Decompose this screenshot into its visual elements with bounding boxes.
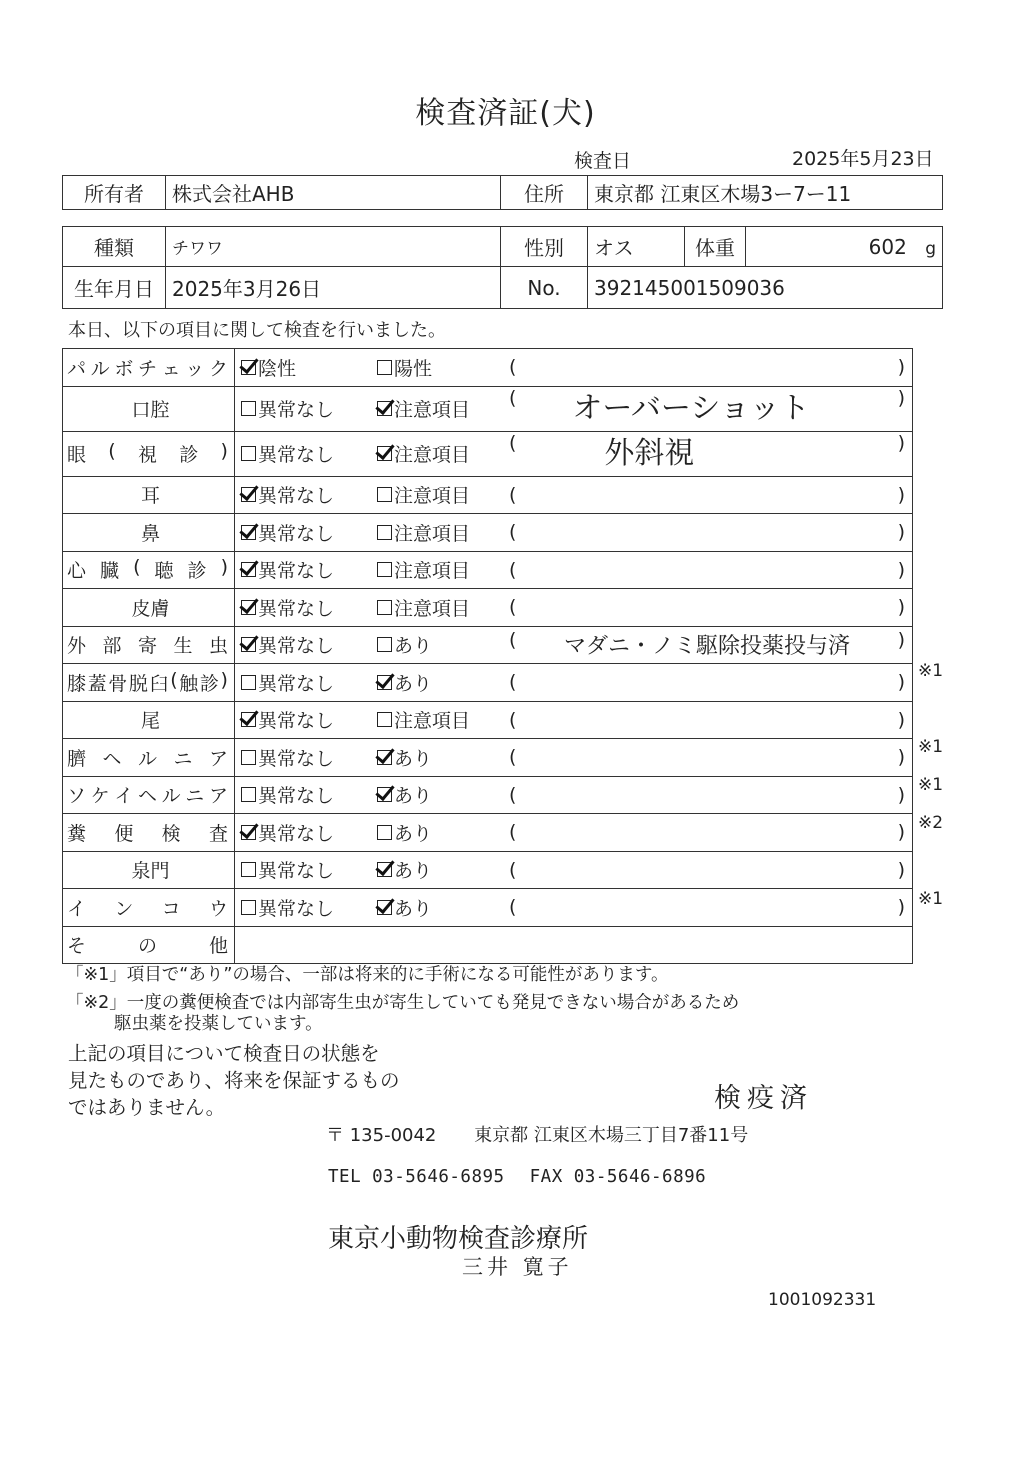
row-note: ※1 — [918, 737, 944, 757]
checklist-item-label: 耳 — [140, 485, 160, 508]
weight-value: 602 — [868, 234, 907, 259]
open-paren: ( — [509, 896, 517, 919]
remark-text: オーバーショット — [572, 390, 810, 426]
option-label: 注意項目 — [394, 597, 471, 620]
sex-label: 性別 — [501, 227, 588, 267]
option-label: 異常なし — [258, 399, 335, 421]
option — [235, 440, 334, 467]
close-paren: ) — [897, 746, 905, 769]
remark-text — [516, 784, 897, 806]
option — [371, 556, 470, 583]
owner-table — [62, 175, 943, 210]
remark-parens — [505, 596, 909, 618]
open-paren: ( — [509, 821, 517, 844]
option — [371, 894, 432, 921]
checklist-item-cell — [63, 851, 235, 889]
remark-text — [516, 709, 897, 731]
close-paren: ) — [897, 783, 905, 806]
weight-unit: g — [925, 238, 936, 259]
option — [235, 669, 334, 696]
checklist-row — [63, 664, 913, 702]
open-paren: ( — [509, 671, 517, 694]
option-label: あり — [394, 635, 433, 658]
weight-cell — [746, 227, 943, 267]
close-paren: ) — [897, 671, 905, 694]
option — [235, 481, 334, 508]
checklist-item-cell — [63, 589, 235, 627]
option-cell — [371, 514, 505, 552]
open-paren: ( — [509, 558, 517, 581]
checklist-item-label: 外 部 寄 生 虫 — [67, 635, 228, 658]
option-label: 異常なし — [258, 560, 335, 583]
clinic-address: 東京都 江東区木場三丁目7番11号 — [474, 1125, 749, 1146]
option-cell — [235, 739, 372, 777]
checklist-item-label: 皮膚 — [131, 597, 170, 620]
remark-cell — [505, 776, 913, 814]
option-label: 注意項目 — [394, 399, 471, 421]
checklist-row — [63, 851, 913, 889]
close-paren: ) — [897, 629, 905, 652]
option-label: あり — [394, 897, 433, 920]
option-label: 異常なし — [258, 822, 335, 845]
option-label: あり — [394, 672, 433, 695]
disclaimer-line-2: 見たものであり、将来を保証するもの — [68, 1069, 400, 1092]
checklist-row — [63, 589, 913, 627]
fax: FAX 03-5646-6896 — [529, 1167, 707, 1187]
option — [371, 440, 470, 467]
option-cell — [235, 851, 372, 889]
option — [371, 594, 470, 621]
option — [235, 744, 334, 771]
other-label: そ の 他 — [67, 935, 228, 958]
checklist-item-cell — [63, 701, 235, 739]
remark-parens — [505, 709, 909, 731]
remark-parens — [505, 784, 909, 806]
open-paren: ( — [509, 431, 517, 454]
option-label: 異常なし — [258, 635, 335, 658]
option-label: あり — [394, 747, 433, 770]
checklist-item-cell — [63, 739, 235, 777]
checklist-item-label: 鼻 — [140, 522, 160, 545]
remark-text — [516, 671, 897, 693]
checklist-item-cell — [63, 776, 235, 814]
option-cell — [371, 626, 505, 664]
checklist-row — [63, 776, 913, 814]
contact-line — [328, 1167, 706, 1187]
sex-value: オス — [588, 227, 685, 267]
remark-parens — [505, 484, 909, 506]
option-cell — [371, 851, 505, 889]
checkbox-icon — [377, 487, 392, 502]
option-label: 異常なし — [258, 672, 335, 695]
option-cell — [235, 664, 372, 702]
option — [371, 519, 470, 546]
option-label: 異常なし — [258, 485, 335, 508]
no-label: No. — [501, 267, 588, 309]
remark-text — [516, 896, 897, 918]
close-paren: ) — [897, 558, 905, 581]
remark-cell — [505, 386, 913, 431]
checked-box-icon — [377, 787, 392, 802]
person-name: 三井 寛子 — [462, 1255, 573, 1279]
option-cell — [235, 476, 372, 514]
checklist-item-cell — [63, 664, 235, 702]
option-cell — [371, 431, 505, 476]
checklist-row — [63, 626, 913, 664]
address-label: 住所 — [501, 176, 588, 210]
option — [235, 556, 334, 583]
option — [235, 706, 334, 733]
footnote-2a: 「※2」一度の糞便検査では内部寄生虫が寄生していても発見できない場合があるため — [66, 993, 740, 1013]
remark-parens — [505, 432, 909, 476]
remark-parens — [505, 896, 909, 918]
checklist-item-label: 臍 ヘ ル ニ ア — [67, 747, 228, 770]
intro-text: 本日、以下の項目に関して検査を行いました。 — [68, 320, 446, 341]
option-cell — [371, 349, 505, 387]
breed-label: 種類 — [63, 227, 166, 267]
checklist-row — [63, 551, 913, 589]
option — [371, 744, 432, 771]
remark-parens — [505, 671, 909, 693]
checked-box-icon — [377, 900, 392, 915]
checkbox-icon — [377, 600, 392, 615]
remark-cell — [505, 889, 913, 927]
remark-parens — [505, 559, 909, 581]
weight-label: 体重 — [685, 227, 746, 267]
row-note: ※1 — [918, 889, 944, 909]
remark-cell — [505, 349, 913, 387]
footnote-2b: 駆虫薬を投薬しています。 — [114, 1014, 323, 1034]
remark-parens — [505, 821, 909, 843]
option-cell — [371, 664, 505, 702]
checklist-item-cell — [63, 514, 235, 552]
option — [371, 669, 432, 696]
remark-cell — [505, 664, 913, 702]
option-cell — [235, 626, 372, 664]
checked-box-icon — [241, 562, 256, 577]
other-value — [235, 926, 913, 964]
checklist-row — [63, 814, 913, 852]
checklist-row — [63, 386, 913, 431]
option-cell — [235, 386, 372, 431]
remark-text — [516, 746, 897, 768]
no-value: 392145001509036 — [588, 267, 943, 309]
checklist-item-cell — [63, 386, 235, 431]
checkbox-icon — [241, 862, 256, 877]
remark-cell — [505, 514, 913, 552]
checklist-item-label: ソ ケ イ ヘ ル ニ ア — [67, 785, 228, 808]
address-value: 東京都 江東区木場3ー7ー11 — [588, 176, 943, 210]
checkbox-icon — [377, 525, 392, 540]
checkbox-icon — [377, 562, 392, 577]
option-cell — [371, 701, 505, 739]
checklist-row — [63, 739, 913, 777]
checked-box-icon — [377, 675, 392, 690]
close-paren: ) — [897, 708, 905, 731]
checked-box-icon — [241, 825, 256, 840]
exam-date: 2025年5月23日 — [792, 148, 934, 170]
remark-text — [516, 596, 897, 618]
option-cell — [235, 814, 372, 852]
disclaimer-line-3: ではありません。 — [68, 1096, 226, 1119]
birth-value: 2025年3月26日 — [166, 267, 501, 309]
option — [371, 631, 432, 658]
checklist-row — [63, 431, 913, 476]
option-cell — [371, 814, 505, 852]
checked-box-icon — [241, 360, 256, 375]
checklist-item-label: 心 臓 ( 聴 診 ) — [67, 556, 228, 583]
option — [235, 894, 334, 921]
checkbox-icon — [241, 446, 256, 461]
option-label: あり — [394, 785, 433, 808]
tel: TEL 03-5646-6895 — [328, 1167, 505, 1187]
close-paren: ) — [897, 858, 905, 881]
option-label: 異常なし — [258, 785, 335, 808]
option — [371, 481, 470, 508]
checklist-item-label: 尾 — [140, 710, 160, 733]
option-label: あり — [394, 860, 433, 883]
open-paren: ( — [509, 708, 517, 731]
open-paren: ( — [509, 746, 517, 769]
open-paren: ( — [509, 629, 517, 652]
checked-box-icon — [377, 401, 392, 416]
option-label: 異常なし — [258, 597, 335, 620]
checkbox-icon — [377, 712, 392, 727]
remark-cell — [505, 551, 913, 589]
remark-cell — [505, 701, 913, 739]
option — [235, 594, 334, 621]
open-paren: ( — [509, 483, 517, 506]
checklist-item-cell — [63, 626, 235, 664]
remark-text — [516, 821, 897, 843]
open-paren: ( — [509, 356, 517, 379]
option-label: 異常なし — [258, 710, 335, 733]
checked-box-icon — [241, 525, 256, 540]
checked-box-icon — [241, 487, 256, 502]
remark-text: マダニ・ノミ駆除投薬投与済 — [563, 634, 850, 660]
option-label: 異常なし — [258, 860, 335, 883]
animal-table — [62, 226, 943, 309]
option — [371, 856, 432, 883]
checked-box-icon — [377, 862, 392, 877]
checklist-item-cell — [63, 431, 235, 476]
option — [371, 395, 470, 422]
option-cell — [371, 589, 505, 627]
option-cell — [235, 514, 372, 552]
remark-cell — [505, 814, 913, 852]
option-cell — [371, 476, 505, 514]
checked-box-icon — [241, 600, 256, 615]
disclaimer-line-1: 上記の項目について検査日の状態を — [68, 1042, 380, 1065]
remark-parens — [505, 859, 909, 881]
option-label: 異常なし — [258, 444, 335, 466]
checkbox-icon — [241, 401, 256, 416]
option-cell — [371, 551, 505, 589]
row-note: ※1 — [918, 661, 944, 681]
option-cell — [235, 589, 372, 627]
option-label: 陽性 — [394, 357, 433, 380]
remark-parens — [505, 746, 909, 768]
remark-cell — [505, 851, 913, 889]
checked-box-icon — [241, 637, 256, 652]
postal-code: 〒 135-0042 — [326, 1125, 437, 1146]
checkbox-icon — [377, 637, 392, 652]
exam-checklist — [62, 348, 913, 964]
remark-parens — [505, 387, 909, 431]
open-paren: ( — [509, 783, 517, 806]
option-cell — [235, 889, 372, 927]
remark-parens — [505, 356, 909, 378]
option — [371, 819, 432, 846]
checked-box-icon — [377, 446, 392, 461]
checkbox-icon — [241, 900, 256, 915]
option — [235, 856, 334, 883]
option-label: 注意項目 — [394, 522, 471, 545]
checklist-row — [63, 889, 913, 927]
option — [235, 781, 334, 808]
checkbox-icon — [241, 675, 256, 690]
option-label: 陰性 — [258, 357, 297, 380]
close-paren: ) — [897, 483, 905, 506]
owner-label: 所有者 — [63, 176, 166, 210]
checkbox-icon — [377, 825, 392, 840]
remark-cell — [505, 476, 913, 514]
option-label: 注意項目 — [394, 485, 471, 508]
close-paren: ) — [897, 431, 905, 454]
checklist-row — [63, 476, 913, 514]
checklist-item-label: 眼 ( 視 診 ) — [67, 440, 228, 466]
page-title: 検査済証(犬) — [415, 96, 596, 131]
footnote-1: 「※1」項目で“あり”の場合、一部は将来的に手術になる可能性があります。 — [66, 965, 669, 985]
close-paren: ) — [897, 521, 905, 544]
document-number: 1001092331 — [768, 1290, 877, 1310]
remark-text — [516, 356, 897, 378]
close-paren: ) — [897, 821, 905, 844]
option-label: 異常なし — [258, 747, 335, 770]
checklist-item-label: パ ル ボ チ ェ ッ ク — [67, 357, 228, 380]
other-label-cell — [63, 926, 235, 964]
row-note: ※1 — [918, 775, 944, 795]
checked-box-icon — [377, 750, 392, 765]
option-label: 注意項目 — [394, 560, 471, 583]
breed-value: チワワ — [166, 227, 501, 267]
row-note: ※2 — [918, 813, 944, 833]
option-cell — [235, 431, 372, 476]
close-paren: ) — [897, 386, 905, 409]
option — [371, 354, 432, 381]
option — [371, 781, 432, 808]
remark-cell — [505, 739, 913, 777]
option-cell — [235, 776, 372, 814]
remark-cell — [505, 431, 913, 476]
remark-cell — [505, 589, 913, 627]
open-paren: ( — [509, 386, 517, 409]
option-cell — [371, 776, 505, 814]
open-paren: ( — [509, 858, 517, 881]
checklist-item-label: イ ン コ ウ — [67, 897, 228, 920]
option-label: あり — [394, 822, 433, 845]
open-paren: ( — [509, 521, 517, 544]
checkbox-icon — [241, 787, 256, 802]
open-paren: ( — [509, 596, 517, 619]
checklist-item-cell — [63, 889, 235, 927]
option-cell — [371, 739, 505, 777]
option — [235, 395, 334, 422]
checklist-row — [63, 701, 913, 739]
birth-label: 生年月日 — [63, 267, 166, 309]
checklist-item-label: 糞 便 検 査 — [67, 822, 228, 845]
option-label: 注意項目 — [394, 444, 471, 466]
remark-parens — [505, 629, 909, 660]
owner-value: 株式会社AHB — [166, 176, 501, 210]
remark-cell — [505, 626, 913, 664]
option-cell — [371, 386, 505, 431]
option-cell — [371, 889, 505, 927]
option — [235, 819, 334, 846]
checklist-item-label: 泉門 — [131, 860, 170, 883]
checklist-row — [63, 349, 913, 387]
remark-text — [516, 521, 897, 543]
remark-parens — [505, 521, 909, 543]
option-cell — [235, 349, 372, 387]
option — [371, 706, 470, 733]
checklist-row — [63, 514, 913, 552]
checklist-item-cell — [63, 551, 235, 589]
option-label: 注意項目 — [394, 710, 471, 733]
option-cell — [235, 551, 372, 589]
option-cell — [235, 701, 372, 739]
option — [235, 519, 334, 546]
checked-box-icon — [241, 712, 256, 727]
close-paren: ) — [897, 356, 905, 379]
remark-text — [516, 484, 897, 506]
clinic-name: 東京小動物検査診療所 — [328, 1224, 589, 1254]
checkbox-icon — [241, 750, 256, 765]
remark-text — [516, 859, 897, 881]
option-label: 異常なし — [258, 522, 335, 545]
checkbox-icon — [377, 360, 392, 375]
checklist-item-label: 膝 蓋 骨 脱 臼 ( 触 診 ) — [67, 668, 228, 695]
option — [235, 631, 334, 658]
remark-text — [516, 559, 897, 581]
option — [235, 354, 296, 381]
checklist-item-cell — [63, 349, 235, 387]
clinic-address-line — [326, 1121, 748, 1147]
checklist-item-cell — [63, 476, 235, 514]
quarantine-stamp: 検疫済 — [714, 1083, 813, 1114]
exam-date-label: 検査日 — [574, 150, 632, 172]
close-paren: ) — [897, 596, 905, 619]
option-label: 異常なし — [258, 897, 335, 920]
checklist-item-cell — [63, 814, 235, 852]
checklist-item-label: 口腔 — [131, 399, 170, 421]
disclaimer — [68, 1040, 400, 1121]
close-paren: ) — [897, 896, 905, 919]
remark-text: 外斜視 — [604, 435, 695, 471]
